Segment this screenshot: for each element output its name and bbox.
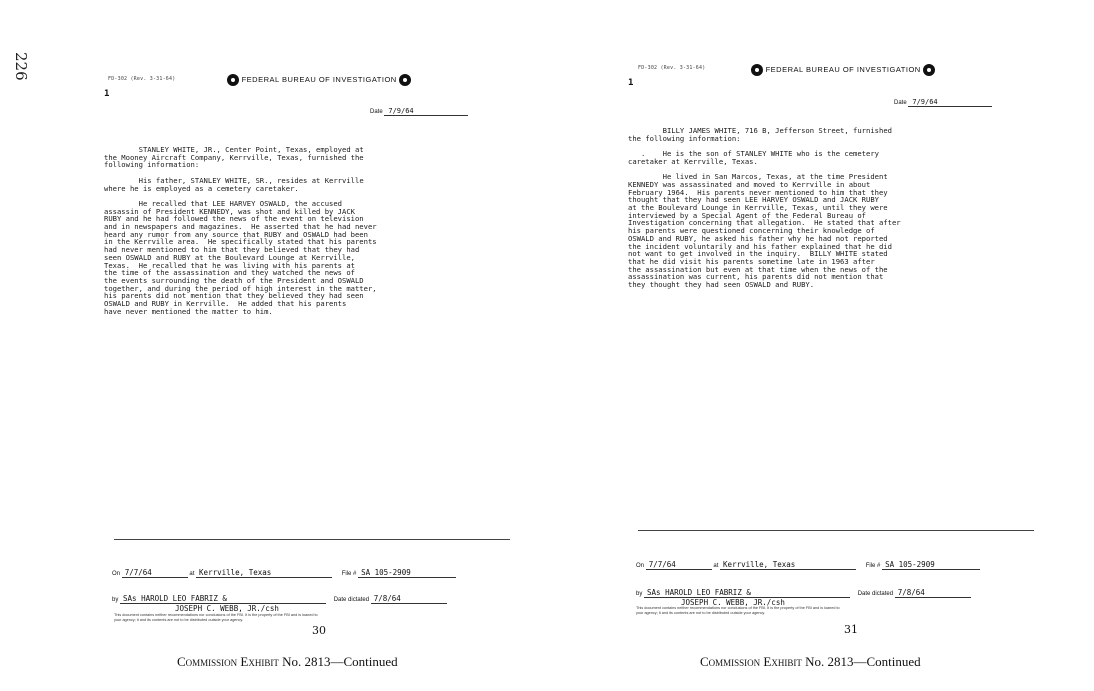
file-number: SA 105-2909 (882, 560, 980, 570)
on-date: 7/7/64 (646, 560, 712, 570)
exhibit-caption (177, 654, 398, 670)
divider-line (114, 539, 510, 540)
on-label: On (112, 571, 121, 577)
agent-line (636, 588, 971, 598)
fbi-header (751, 64, 935, 76)
fbi-header-text: FEDERAL BUREAU OF INVESTIGATION (765, 64, 921, 74)
divider-line (638, 530, 1034, 531)
date-label: Date (370, 109, 383, 115)
disclaimer-line-2: your agency; it and its contents are not to be distributed outside your agency. (114, 617, 244, 622)
agent-names-2: JOSEPH C. WEBB, JR./csh (175, 604, 279, 613)
disclaimer-line-1: This document contains neither recommendations nor conclusions of the FBI. It is the property of the FBI and is loaned to (114, 613, 318, 617)
page-number: 30 (312, 624, 326, 637)
form-code: FD-302 (Rev. 3-31-64) (108, 76, 176, 82)
agent-names: SAs HAROLD LEO FABRIZ & (120, 594, 326, 604)
dictated-label: Date dictated (333, 597, 370, 603)
exhibit-suffix: No. 2813—Continued (282, 654, 398, 669)
copy-mark: 1 (104, 89, 110, 99)
interview-line (636, 560, 980, 570)
exhibit-prefix: Commission Exhibit (177, 654, 279, 669)
disclaimer (114, 613, 318, 622)
agent-line (112, 594, 447, 604)
right-page (624, 0, 1044, 691)
page-number: 31 (844, 623, 858, 636)
date-line (894, 98, 992, 107)
on-label: On (636, 563, 645, 569)
by-label: by (112, 597, 119, 603)
at-location: Kerrville, Texas (720, 560, 856, 570)
dictated-date: 7/8/64 (895, 588, 971, 598)
left-page (100, 0, 520, 691)
fbi-header-text: FEDERAL BUREAU OF INVESTIGATION (241, 74, 397, 84)
statement-body: STANLEY WHITE, JR., Center Point, Texas, employed at the Mooney Aircraft Company, Kerrville, Texas, furnished the following information: His father, STANLEY WHITE, SR., resides at Kerrville where he is employed as a cemetery caretaker. He recalled that LEE HARVEY OSWALD, the accused assassin of President KENNEDY, was shot and killed by JACK RUBY and he had followed the news of the event on television and in newspapers and magazines. He asserted that he had never heard any rumor from any source that RUBY and OSWALD had been in the Kerrville area. He specifically stated that his parents had never mentioned to him that they believed that they had seen OSWALD and RUBY at the Boulevard Lounge at Kerrville, Texas. He recalled that he was living with his parents at the time of the assassination and they watched the news of the events surrounding the death of the President and OSWALD together, and during the period of high interest in the matter, his parents did not mention that they believed they had seen OSWALD and RUBY in Kerrville. He added that his parents have never mentioned the matter to him. (104, 145, 377, 316)
date-value: 7/9/64 (908, 98, 992, 107)
on-date: 7/7/64 (122, 568, 188, 578)
file-label: File # (865, 563, 881, 569)
agent-names-2: JOSEPH C. WEBB, JR./csh (681, 598, 785, 607)
statement-body: BILLY JAMES WHITE, 716 B, Jefferson Street, furnished the following information: . He is the son of STANLEY WHITE who is the cemetery caretaker at Kerrville, Texas. He lived in San Marcos, Texas, at the time President KENNEDY was assassinated and moved to Kerrville in about February 1964. His parents never mentioned to him that they thought that they had seen LEE HARVEY OSWALD and JACK RUBY at the Boulevard Lounge in Kerrville, Texas, until they were interviewed by a Special Agent of the Federal Bureau of Investigation concerning that allegation. He stated that after his parents were questioned concerning their knowledge of OSWALD and RUBY, he asked his father why he had not reported the incident voluntarily and his father explained that he did not want to get involved in the inquiry. BILLY WHITE stated that he did visit his parents sometime late in 1963 after the assassination but even at that time when the news of the assassination was current, his parents did not mention that they thought they had seen OSWALD and RUBY. (628, 126, 901, 290)
exhibit-suffix: No. 2813—Continued (805, 654, 921, 669)
file-label: File # (341, 571, 357, 577)
seal-dot-icon (923, 64, 935, 76)
fbi-header (227, 74, 411, 86)
interview-line (112, 568, 456, 578)
seal-dot-icon (227, 74, 239, 86)
file-number: SA 105-2909 (358, 568, 456, 578)
at-location: Kerrville, Texas (196, 568, 332, 578)
agent-names: SAs HAROLD LEO FABRIZ & (644, 588, 850, 598)
date-line (370, 107, 468, 116)
by-label: by (636, 591, 643, 597)
seal-dot-icon (399, 74, 411, 86)
seal-dot-icon (751, 64, 763, 76)
disclaimer (636, 606, 840, 615)
dictated-label: Date dictated (857, 591, 894, 597)
at-label: at (189, 571, 195, 577)
form-code: FD-302 (Rev. 3-31-64) (638, 65, 706, 71)
disclaimer-line-1: This document contains neither recommendations nor conclusions of the FBI. It is the property of the FBI and is loaned to (636, 606, 840, 610)
at-label: at (713, 563, 719, 569)
exhibit-prefix: Commission Exhibit (700, 654, 802, 669)
date-label: Date (894, 100, 907, 106)
disclaimer-line-2: your agency; it and its contents are not to be distributed outside your agency. (636, 610, 766, 615)
copy-mark: 1 (628, 78, 634, 88)
margin-page-number: 226 (12, 52, 30, 81)
dictated-date: 7/8/64 (371, 594, 447, 604)
date-value: 7/9/64 (384, 107, 468, 116)
exhibit-caption (700, 654, 921, 670)
